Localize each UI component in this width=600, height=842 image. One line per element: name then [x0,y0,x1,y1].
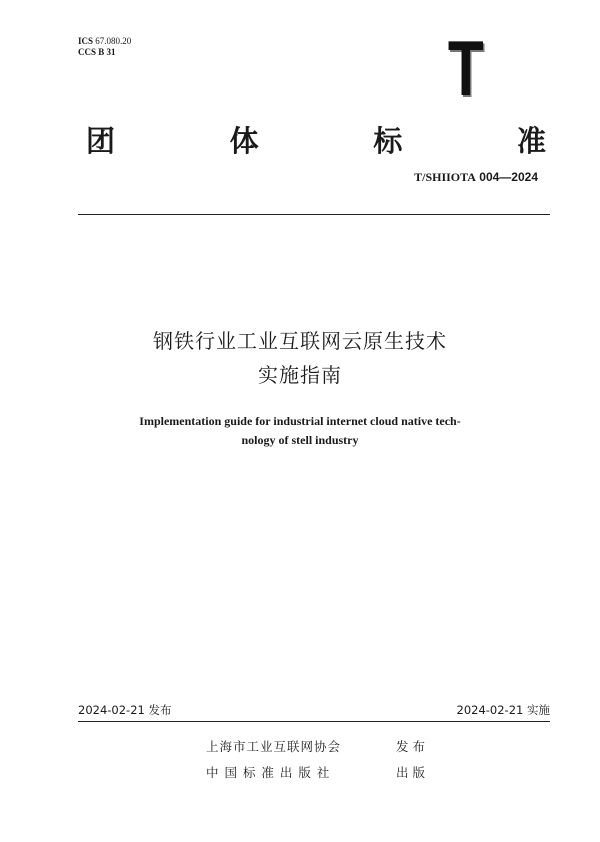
standard-type-char: 标 [373,124,403,158]
ccs-label: CCS [78,47,97,57]
title-cn-line-1: 钢铁行业工业互联网云原生技术 [153,329,447,353]
title-en-line-1: Implementation guide for industrial internet cloud native tech- [139,414,461,428]
publishers [206,734,425,786]
publisher-org: 中 国 标 准 出 版 社 [206,765,331,780]
ics-value: 67.080.20 [95,36,132,46]
title-en-line-2: nology of stell industry [241,433,359,447]
header-divider [78,214,550,215]
dates-row [78,702,550,718]
standard-type-char: 体 [229,124,259,158]
classification-codes [78,36,131,58]
title-cn-line-2: 实施指南 [258,363,342,387]
standard-number-value: 004—2024 [475,170,538,184]
footer-divider [78,721,550,722]
ics-label: ICS [78,36,94,46]
ccs-row [78,47,131,58]
standard-number [414,170,538,185]
issue-date: 2024-02-21 发布 [78,703,172,717]
standard-type-char: 团 [86,124,116,158]
document-title-en [0,412,600,450]
implementation-date: 2024-02-21 实施 [456,703,550,717]
standard-logo-letter: T [448,24,484,112]
standard-type-heading [86,124,546,158]
publisher-row [206,760,425,786]
ccs-value: B 31 [98,47,116,57]
document-title-cn [0,324,600,392]
publisher-row [206,734,425,760]
ics-row [78,36,131,47]
standard-number-prefix: T/SHIIOTA [414,170,476,184]
publisher-role: 出 版 [395,765,425,780]
publisher-org: 上海市工业互联网协会 [206,739,342,754]
standard-type-char: 准 [516,124,546,158]
publisher-role: 发 布 [395,739,425,754]
